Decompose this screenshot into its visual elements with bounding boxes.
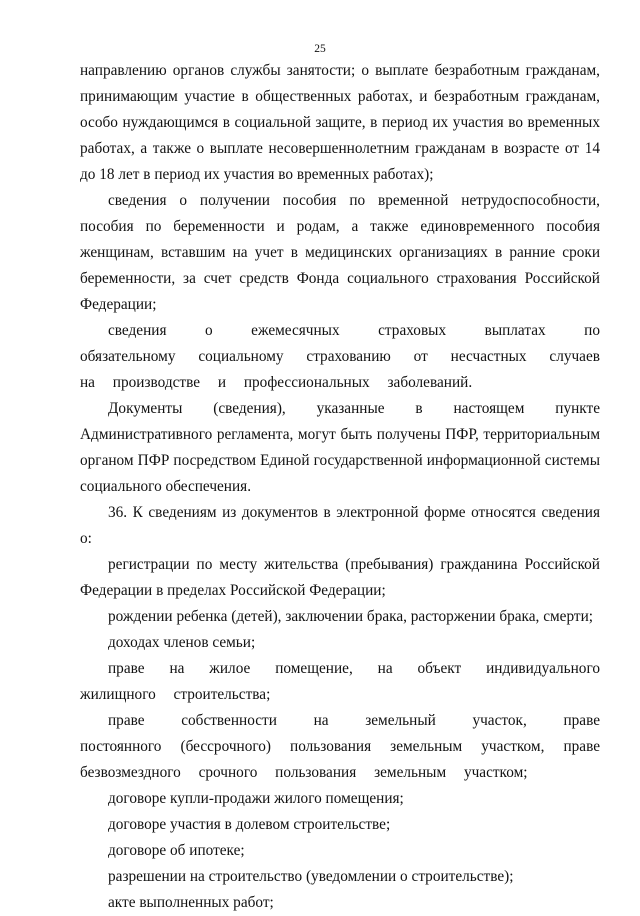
paragraph-insurance-payments: сведения о ежемесячных страховых выплатах по обязательному социальному страхованию от несчастных случаев на производстве и профессиональных заболеваний.	[80, 322, 600, 391]
list-item-shared-construction: договоре участия в долевом строительстве;	[108, 816, 391, 833]
list-item-land-ownership: праве собственности на земельный участок, праве постоянного (бессрочного) пользования земельным участком, праве безвозмездного срочного пользования земельным участком;	[80, 712, 600, 781]
paragraph-sickness-benefit: сведения о получении пособия по временной нетрудоспособности, пособия по беременности и родам, а также единовременного пособия женщинам, вставшим на учет в медицинских организациях в ранние сроки беременности, за счет средств Фонда социального страхования Российской Федерации;	[80, 192, 600, 313]
list-item-civil-status: рождении ребенка (детей), заключении брака, расторжении брака, смерти;	[108, 608, 594, 625]
list-item-mortgage: договоре об ипотеке;	[108, 842, 245, 859]
paragraph-continuation: направлению органов службы занятости; о выплате безработным гражданам, принимающим участие в общественных работах, и безработным гражданам, особо нуждающимся в социальной защите, в период их участия во временных работах, а также о выплате несовершеннолетним гражданам в возрасте от 14 до 18 лет в период их участия во временных работах);	[80, 62, 600, 183]
document-body	[80, 58, 600, 916]
list-item-family-income: доходах членов семьи;	[108, 634, 256, 651]
page-number: 25	[314, 43, 326, 55]
paragraph-documents-pfr: Документы (сведения), указанные в настоящем пункте Административного регламента, могут быть получены ПФР, территориальным органом ПФР посредством Единой государственной информационной системы социального обеспечения.	[80, 400, 600, 495]
list-item-registration: регистрации по месту жительства (пребывания) гражданина Российской Федерации в пределах Российской Федерации;	[80, 556, 600, 599]
list-item-building-permit: разрешении на строительство (уведомлении о строительстве);	[108, 868, 514, 885]
list-item-purchase-contract: договоре купли-продажи жилого помещения;	[108, 790, 404, 807]
paragraph-section-36: 36. К сведениям из документов в электронной форме относятся сведения о:	[80, 504, 600, 547]
list-item-work-completion: акте выполненных работ;	[108, 894, 274, 911]
list-item-housing-right: праве на жилое помещение, на объект индивидуального жилищного строительства;	[80, 660, 600, 703]
